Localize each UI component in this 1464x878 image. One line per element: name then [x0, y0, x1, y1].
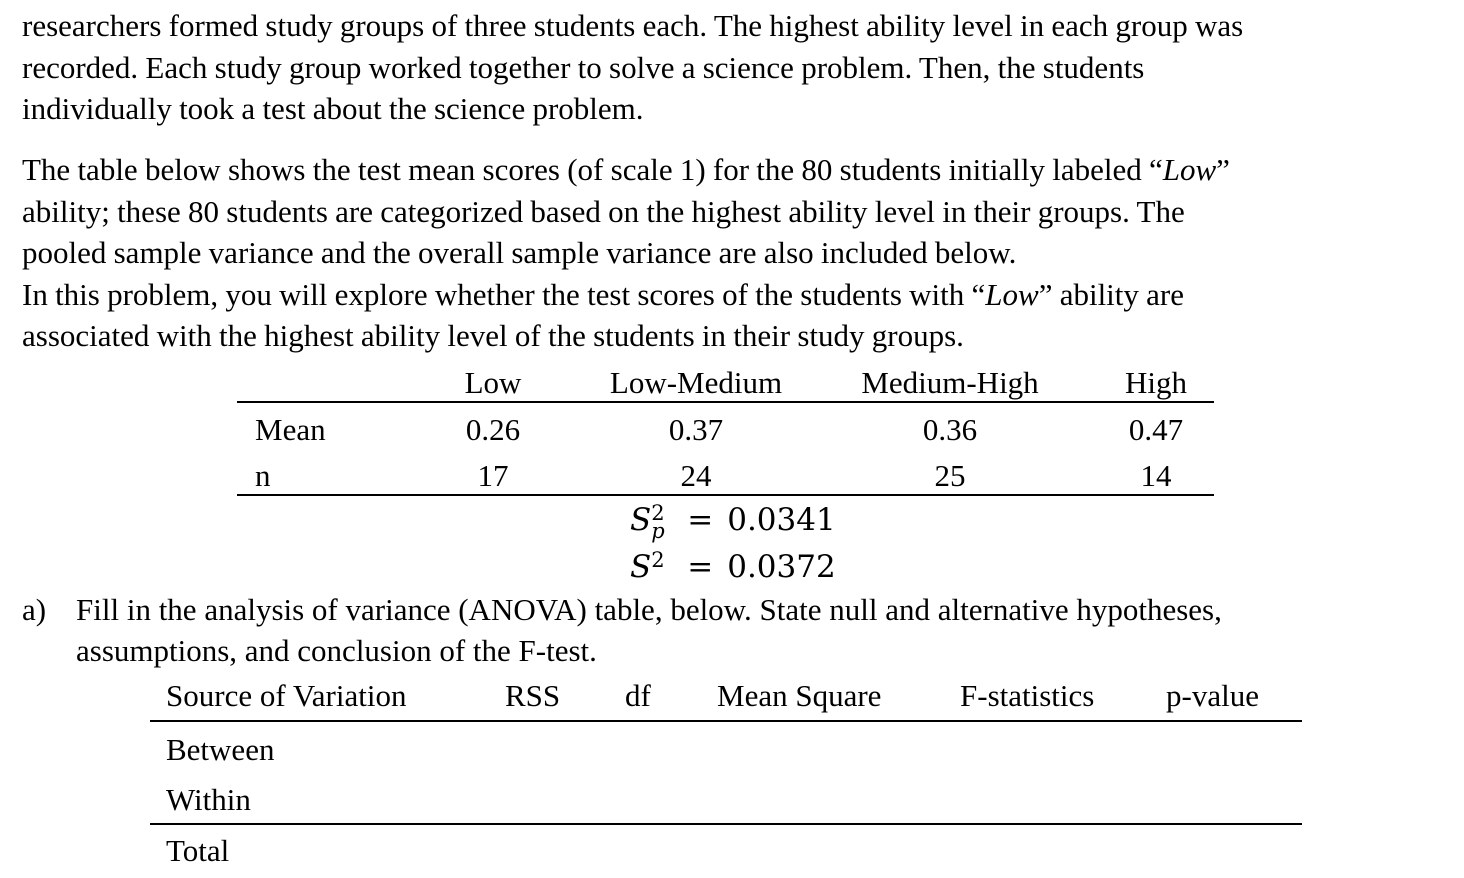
means-header-medium-high: Medium-High [861, 365, 1039, 400]
intro-line-2: recorded. Each study group worked together to solve a science problem. Then, the students [22, 49, 1145, 85]
means-header-low-medium: Low-Medium [609, 365, 783, 400]
pooled-variance-formula: S 2 p = 0.0341 [630, 500, 836, 540]
means-cell-mean-low-medium: 0.37 [668, 412, 724, 447]
means-header-rule [237, 401, 1214, 403]
description-line-3: pooled sample variance and the overall sample variance are also included below. [22, 235, 1017, 270]
anova-row-total: Total [166, 833, 230, 868]
means-table [237, 360, 1214, 497]
anova-header-df: df [625, 678, 651, 713]
means-cell-mean-high: 0.47 [1128, 412, 1184, 447]
description-line-1: The table below shows the test mean scores (of scale 1) for the 80 students initially labeled “Low” [22, 152, 1230, 187]
intro-line-1: researchers formed study groups of three students each. The highest ability level in each group was [22, 8, 1244, 43]
means-cell-mean-low: 0.26 [465, 412, 521, 447]
table-description-paragraph [22, 149, 1230, 357]
pooled-variance-subscript: p [651, 519, 665, 543]
anova-header-p-value: p-value [1166, 678, 1259, 713]
anova-header-mean-square: Mean Square [717, 678, 882, 713]
overall-variance-formula: S 2 = 0.0372 [630, 547, 836, 587]
question-a-line-1: Fill in the analysis of variance (ANOVA) table, below. State null and alternative hypotheses, [76, 592, 1222, 627]
question-a-text [76, 589, 1222, 671]
anova-header-source: Source of Variation [166, 678, 407, 713]
intro-line-3: individually took a test about the science problem. [22, 91, 644, 126]
means-header-low: Low [464, 365, 522, 400]
description-line-5: associated with the highest ability level of the students in their study groups. [22, 318, 964, 353]
anova-row-within: Within [166, 782, 251, 817]
pooled-variance-superscript: 2 [651, 501, 665, 525]
intro-paragraph [22, 5, 1243, 130]
anova-total-rule [150, 823, 1302, 825]
description-line-4: In this problem, you will explore whether the test scores of the students with “Low” ability are [22, 276, 1184, 312]
means-cell-n-low: 17 [477, 458, 509, 493]
anova-header-rss: RSS [505, 678, 561, 713]
means-row-label-n: n [255, 458, 271, 493]
means-cell-n-low-medium: 24 [680, 458, 712, 493]
description-line-2: ability; these 80 students are categorized based on the highest ability level in their groups. The [22, 193, 1185, 229]
means-cell-n-medium-high: 25 [934, 458, 966, 493]
anova-row-between: Between [166, 732, 275, 767]
anova-header-rule [150, 720, 1302, 722]
pooled-variance-value: 0.0341 [727, 502, 836, 538]
anova-table [150, 676, 1302, 876]
question-a-line-2: assumptions, and conclusion of the F-test. [76, 633, 597, 668]
overall-variance-value: 0.0372 [727, 549, 836, 585]
means-cell-mean-medium-high: 0.36 [922, 412, 978, 447]
anova-header-f-statistics: F-statistics [960, 678, 1095, 713]
means-cell-n-high: 14 [1140, 458, 1172, 493]
means-bottom-rule [237, 494, 1214, 496]
overall-variance-superscript: 2 [651, 548, 665, 572]
question-a-marker: a) [22, 592, 47, 627]
means-row-label-mean: Mean [255, 412, 326, 447]
means-header-high: High [1125, 365, 1187, 400]
